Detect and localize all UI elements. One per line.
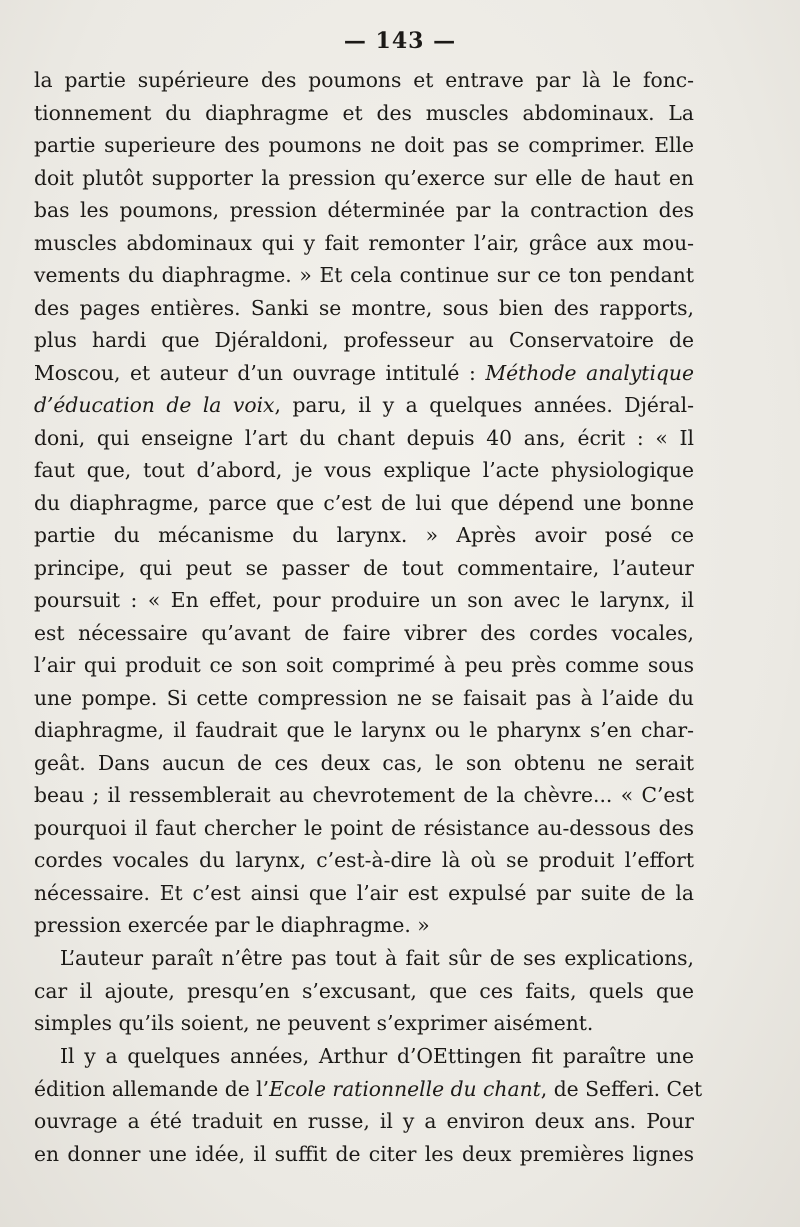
text-line [34, 909, 694, 942]
body-text [34, 64, 703, 1170]
text-line [34, 1040, 694, 1073]
text-line [34, 162, 694, 195]
text-line [34, 1105, 694, 1138]
text-run: bas les poumons, pression déterminée par la contraction des [34, 198, 694, 222]
text-line [34, 617, 694, 650]
text-line [34, 519, 694, 552]
text-line [34, 649, 694, 682]
text-run: simples qu’ils soient, ne peuvent s’exprimer aisément. [34, 1011, 594, 1035]
text-run: ouvrage a été traduit en russe, il y a environ deux ans. Pour [34, 1109, 694, 1133]
paragraph [34, 64, 694, 942]
text-line [34, 942, 694, 975]
italic-title: d’éducation de la voix [34, 393, 275, 417]
text-line [34, 194, 694, 227]
text-run: Il y a quelques années, Arthur d’OEttingen fit paraître une [60, 1044, 694, 1068]
text-run: du diaphragme, parce que c’est de lui que dépend une bonne [34, 490, 694, 515]
text-run: la partie supérieure des poumons et entrave par là le fonc- [34, 68, 694, 92]
text-line [34, 877, 694, 910]
text-run: Moscou, et auteur d’un ouvrage intitulé : [34, 360, 486, 385]
text-run: poursuit : « En effet, pour produire un son avec le larynx, il [34, 588, 694, 612]
text-line [34, 812, 694, 845]
text-run: pourquoi il faut chercher le point de résistance au-dessous des [34, 815, 694, 840]
text-run: principe, qui peut se passer de tout commentaire, l’auteur [34, 555, 694, 580]
text-line [34, 259, 694, 292]
text-run: pression exercée par le diaphragme. » [34, 913, 430, 937]
text-line [34, 714, 694, 747]
text-line [34, 747, 694, 780]
text-line [34, 292, 694, 325]
text-run: doni, qui enseigne l’art du chant depuis 40 ans, écrit : « Il [34, 425, 694, 450]
text-line [34, 97, 694, 130]
text-run: plus hardi que Djéraldoni, professeur au Conservatoire de [34, 328, 694, 352]
text-line [34, 552, 694, 585]
text-line [34, 1073, 703, 1106]
text-run: édition allemande de l’ [34, 1076, 270, 1101]
text-line [34, 454, 694, 487]
text-run: tionnement du diaphragme et des muscles abdominaux. La [34, 100, 694, 125]
paragraph [34, 942, 694, 1040]
text-run: geât. Dans aucun de ces deux cas, le son obtenu ne serait [34, 750, 694, 775]
text-line [34, 779, 694, 812]
text-run: muscles abdominaux qui y fait remonter l’air, grâce aux mou- [34, 230, 694, 255]
text-run: nécessaire. Et c’est ainsi que l’air est expulsé par suite de la [34, 880, 694, 905]
text-line [34, 584, 694, 617]
text-run: car il ajoute, presqu’en s’excusant, que ces faits, quels que [34, 978, 694, 1003]
text-run: vements du diaphragme. » Et cela continue sur ce ton pendant [34, 263, 694, 287]
text-run: partie superieure des poumons ne doit pas se comprimer. Elle [34, 133, 694, 157]
text-line [34, 227, 694, 260]
italic-title: Ecole rationnelle du chant [269, 1076, 541, 1101]
text-line [34, 357, 694, 390]
text-line [34, 682, 694, 715]
text-line [34, 844, 694, 877]
text-run: beau ; il ressemblerait au chevrotement de la chèvre... « C’est [34, 783, 694, 807]
text-line [34, 422, 694, 455]
text-line [34, 1138, 694, 1171]
text-run: cordes vocales du larynx, c’est-à-dire là où se produit l’effort [34, 848, 694, 872]
text-run: , de Sefferi. Cet [540, 1076, 703, 1101]
text-line [34, 324, 694, 357]
text-run: doit plutôt supporter la pression qu’exerce sur elle de haut en [34, 165, 694, 190]
text-line [34, 389, 694, 422]
text-run: , paru, il y a quelques années. Djéral- [274, 393, 694, 417]
text-run: une pompe. Si cette compression ne se faisait pas à l’aide du [34, 685, 694, 710]
text-run: diaphragme, il faudrait que le larynx ou le pharynx s’en char- [34, 718, 694, 742]
text-run: faut que, tout d’abord, je vous explique l’acte physiologique [34, 458, 694, 482]
text-run: l’air qui produit ce son soit comprimé à peu près comme sous [34, 653, 694, 677]
paragraph [34, 1040, 703, 1170]
text-line [34, 487, 694, 520]
text-run: est nécessaire qu’avant de faire vibrer des cordes vocales, [34, 620, 694, 645]
text-run: en donner une idée, il suffit de citer les deux premières lignes [34, 1141, 694, 1166]
text-run: des pages entières. Sanki se montre, sous bien des rapports, [34, 295, 694, 320]
page-number: — 143 — [343, 28, 457, 54]
text-run: L’auteur paraît n’être pas tout à fait sûr de ses explications, [60, 946, 694, 970]
text-line [34, 129, 694, 162]
text-line [34, 1007, 694, 1040]
text-line [34, 64, 694, 97]
text-line [34, 975, 694, 1008]
text-run: partie du mécanisme du larynx. » Après avoir posé ce [34, 523, 694, 547]
italic-title: Méthode analytique [485, 360, 694, 385]
